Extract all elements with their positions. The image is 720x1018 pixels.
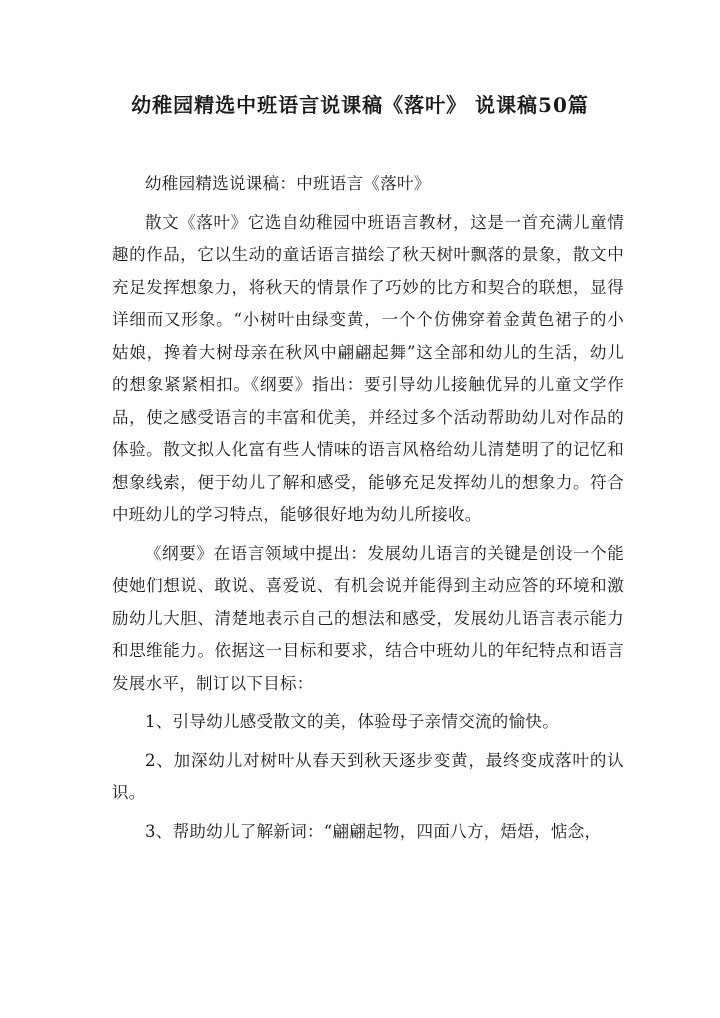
paragraph-goals-intro: 《纲要》在语言领域中提出：发展幼儿语言的关键是创设一个能使她们想说、敢说、喜爱说、有机会说并能得到主动应答的环境和激励幼儿大胆、清楚地表示自己的想法和感受，发展幼儿语言表示能力和思维能力。依据这一目标和要求，结合中班幼儿的年纪特点和语言发展水平，制订以下目标： (112, 543, 624, 693)
goal-item-2: 2、加深幼儿对树叶从春天到秋天逐步变黄，最终变成落叶的认识。 (112, 750, 624, 802)
paragraph-intro: 散文《落叶》它选自幼稚园中班语言教材，这是一首充满儿童情趣的作品，它以生动的童话语言描绘了秋天树叶飘落的景象，散文中充足发挥想象力，将秋天的情景作了巧妙的比方和契合的联想，显得详细而又形象。“小树叶由绿变黄，一个个仿佛穿着金黄色裙子的小姑娘，搀着大树母亲在秋风中翩翩起舞”这全部和幼儿的生活，幼儿的想象紧紧相扣。《纲要》指出：要引导幼儿接触优异的儿童文学作品，使之感受语言的丰富和优美，并经过多个活动帮助幼儿对作品的体验。散文拟人化富有些人情味的语言风格给幼儿清楚明了的记忆和想象线索，便于幼儿了解和感受，能够充足发挥幼儿的想象力。符合中班幼儿的学习特点，能够很好地为幼儿所接收。 (112, 212, 624, 524)
document-body (112, 168, 624, 848)
goal-item-1: 1、引导幼儿感受散文的美，体验母子亲情交流的愉快。 (145, 712, 559, 731)
document-subtitle: 幼稚园精选说课稿：中班语言《落叶》 (145, 174, 431, 193)
goal-item-3: 3、帮助幼儿了解新词：“翩翩起物，四面八方，焐焐，惦念， (145, 821, 602, 841)
document-title: 幼稚园精选中班语言说课稿《落叶》 说课稿50篇 (131, 93, 589, 117)
